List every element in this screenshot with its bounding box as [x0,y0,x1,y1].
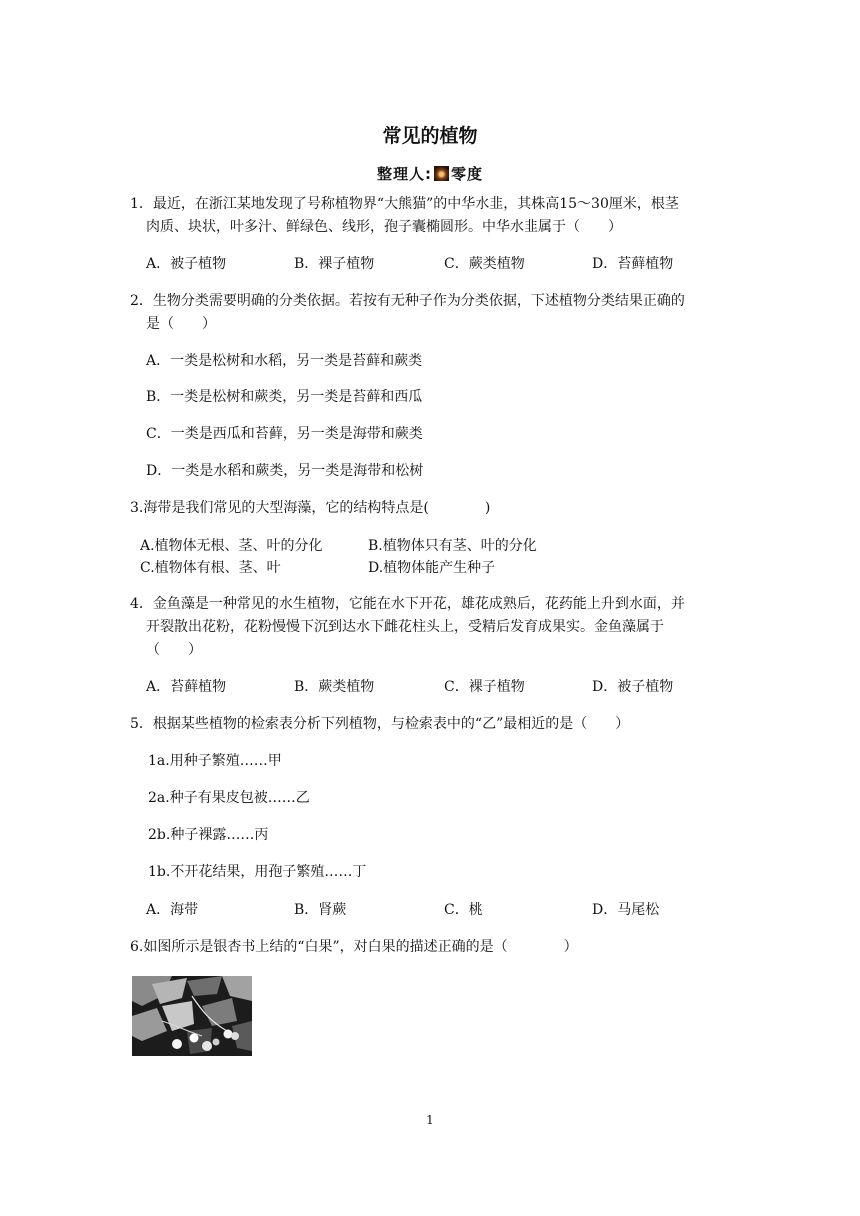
q3-option-b[interactable]: B.植物体只有茎、叶的分化 [368,538,537,554]
page-title: 常见的植物 [382,125,478,147]
q3-options-row1 [140,535,740,557]
q4-stem-line3: （ ） [146,642,202,658]
q4-stem-line1: 4．金鱼藻是一种常见的水生植物，它能在水下开花，雄花成熟后，花药能上升到水面，并 [130,596,685,612]
q5-option-d[interactable]: D．马尾松 [592,902,660,918]
q4-options [146,676,746,698]
q4-option-d[interactable]: D．被子植物 [592,679,674,695]
q3-option-d[interactable]: D.植物体能产生种子 [368,560,496,576]
page-subtitle [0,163,860,184]
q5-option-c[interactable]: C．桃 [444,902,483,918]
q2-option-b[interactable]: B．一类是松树和蕨类，另一类是苔藓和西瓜 [146,389,423,405]
ginkgo-fruit-photo [132,976,252,1056]
q2-option-a[interactable]: A．一类是松树和水稻，另一类是苔藓和蕨类 [146,353,423,369]
q4-stem-line2: 开裂散出花粉，花粉慢慢下沉到达水下雌花柱头上，受精后发育成果实。金鱼藻属于 [146,619,664,635]
q1-option-c[interactable]: C．蕨类植物 [444,256,525,272]
q1-stem-line1: 1．最近，在浙江某地发现了号称植物界“大熊猫”的中华水韭，其株高15～30厘米，根茎 [130,196,679,212]
q3-option-c[interactable]: C.植物体有根、茎、叶 [140,560,281,576]
q1-option-d[interactable]: D．苔藓植物 [592,256,674,272]
page-number: 1 [426,1113,434,1127]
q2-stem-line1: 2．生物分类需要明确的分类依据。若按有无种子作为分类依据，下述植物分类结果正确的 [130,293,685,309]
q5-options [146,899,746,921]
q5-key-1b: 1b.不开花结果，用孢子繁殖……丁 [148,864,367,880]
q4-option-c[interactable]: C．裸子植物 [444,679,525,695]
compiler-name: 零度 [450,165,483,183]
q5-stem: 5．根据某些植物的检索表分析下列植物，与检索表中的“乙”最相近的是（ ） [130,716,630,732]
q1-stem-line2: 肉质、块状，叶多汁、鲜绿色、线形，孢子囊椭圆形。中华水韭属于（ ） [146,219,622,235]
q2-option-c[interactable]: C．一类是西瓜和苔藓，另一类是海带和蕨类 [146,426,423,442]
q1-option-a[interactable]: A．被子植物 [146,256,227,272]
q3-options-row2 [140,557,740,579]
q3-option-a[interactable]: A.植物体无根、茎、叶的分化 [140,538,323,554]
q5-option-b[interactable]: B．肾蕨 [294,902,347,918]
q5-option-a[interactable]: A．海带 [146,902,199,918]
q2-stem-line2: 是（ ） [146,316,216,332]
q5-key-1a: 1a.用种子繁殖……甲 [148,753,282,769]
q4-option-a[interactable]: A．苔藓植物 [146,679,227,695]
compiler-label: 整理人: [376,165,432,183]
sunset-icon [434,166,449,181]
q1-options [146,253,746,275]
q1-option-b[interactable]: B．裸子植物 [294,256,375,272]
q2-option-d[interactable]: D．一类是水稻和蕨类，另一类是海带和松树 [146,463,424,479]
q5-key-2b: 2b.种子裸露……丙 [148,827,269,843]
q5-key-2a: 2a.种子有果皮包被……乙 [148,790,310,806]
q4-option-b[interactable]: B．蕨类植物 [294,679,375,695]
q3-stem: 3.海带是我们常见的大型海藻，它的结构特点是( ) [130,500,491,516]
q6-stem: 6.如图所示是银杏书上结的“白果”，对白果的描述正确的是（ ） [130,939,578,955]
